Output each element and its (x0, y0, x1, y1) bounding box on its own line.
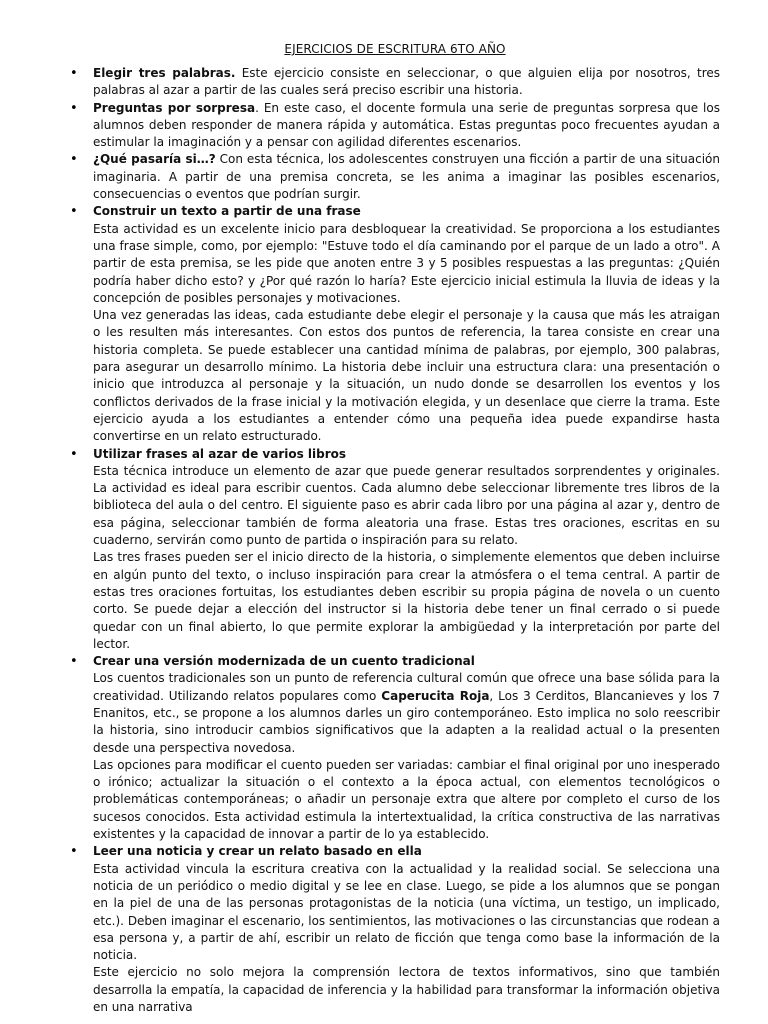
item-text: Los cuentos tradicionales son un punto de referencia cultural común que ofrece una base sólida para la creatividad. Utilizando relatos populares como (93, 671, 720, 703)
item-text: . En este caso, el docente formula una serie de preguntas sorpresa que los alumnos deben responder de manera rápida y automática. Estas preguntas poco frecuentes ayudan a estimular la imaginación y a pensar con agilidad diferentes escenarios. (93, 100, 720, 150)
item-paragraph: Esta actividad es un excelente inicio para desbloquear la creatividad. Se proporciona a los estudiantes una frase simple, como, por ejemplo: "Estuve todo el día caminando por el parque de un lado a otro". A partir de esta premisa, se les pide que anoten entre 3 y 5 posibles respuestas a las preguntas: ¿Quién podría haber dicho esto? y ¿Por qué razón lo haría? Este ejercicio inicial estimula la lluvia de ideas y la concepción de posibles personajes y motivaciones. (93, 221, 720, 305)
list-item (70, 843, 720, 1016)
item-heading: Preguntas por sorpresa (93, 100, 256, 115)
item-paragraph: Una vez generadas las ideas, cada estudiante debe elegir el personaje y la causa que más les atraigan o les resulten más interesantes. Con estos dos puntos de referencia, la tarea consiste en crear una historia completa. Se puede establecer una cantidad mínima de palabras, por ejemplo, 300 palabras, para asegurar un desarrollo mínimo. La historia debe incluir una estructura clara: una presentación o inicio que introduzca al personaje y la situación, un nudo donde se desarrollen los eventos y los conflictos derivados de la frase inicial y la motivación elegida, y un desenlace que cierre la trama. Este ejercicio ayuda a los estudiantes a entender cómo una pequeña idea puede expandirse hasta convertirse en un relato estructurado. (93, 308, 720, 444)
page-title: EJERCICIOS DE ESCRITURA 6TO AÑO (284, 42, 506, 56)
list-item (70, 446, 720, 654)
item-paragraph (93, 151, 720, 203)
list-item (70, 151, 720, 203)
item-paragraph: Las opciones para modificar el cuento pueden ser variadas: cambiar el final original por uno inesperado o irónico; actualizar la situación o el contexto a la época actual, con elementos tecnológicos o problemáticas contemporáneas; o añadir un personaje extra que altere por completo el curso de los sucesos conocidos. Esta actividad estimula la intertextualidad, la crítica constructiva de las narrativas existentes y la capacidad de innovar a partir de lo ya establecido. (93, 757, 720, 842)
list-item (70, 653, 720, 843)
item-heading: ¿Qué pasaría si…? (93, 152, 216, 167)
exercise-list (70, 65, 720, 1016)
item-paragraph (93, 100, 720, 152)
list-item (70, 100, 720, 152)
item-text: Este ejercicio consiste en seleccionar, o que alguien elija por nosotros, tres palabras al azar a partir de las cuales será preciso escribir una historia. (93, 66, 721, 98)
item-heading: Construir un texto a partir de una frase (93, 204, 361, 219)
item-heading-line (93, 446, 720, 463)
item-paragraph: Esta actividad vincula la escritura creativa con la actualidad y la realidad social. Se selecciona una noticia de un periódico o medio digital y se lee en clase. Luego, se pide a los alumnos que se pongan en la piel de una de las personas protagonistas de la noticia (una víctima, un testigo, un implicado, etc.). Deben imaginar el escenario, los sentimientos, las motivaciones o las circunstancias que rodean a esa persona y, a partir de ahí, escribir un relato de ficción que tenga como base la información de la noticia. (93, 861, 720, 963)
item-paragraph: Las tres frases pueden ser el inicio directo de la historia, o simplemente elementos que deben incluirse en algún punto del texto, o incluso inspiración para crear la atmósfera o el tema central. A partir de estas tres oraciones fortuitas, los estudiantes deben escribir su propia página de novela o un cuento corto. Se puede dejar a elección del instructor si la historia debe tener un final cerrado o si puede quedar con un final abierto, lo que permite explorar la ambigüedad y la interpretación por parte del lector. (93, 550, 720, 651)
list-item (70, 203, 720, 445)
item-paragraph (93, 65, 720, 100)
item-text: , Los 3 Cerditos, Blancanieves y los 7 Enanitos, etc., se propone a los alumnos darles un giro contemporáneo. Esto implica no solo reescribir la historia, sino introducir cambios significativos que la adapten a la realidad actual o la presenten desde una perspectiva novedosa. (93, 688, 721, 755)
item-heading: Elegir tres palabras. (93, 66, 236, 80)
item-heading: Leer una noticia y crear un relato basado en ella (93, 844, 422, 859)
story-title-bold: Caperucita Roja (381, 688, 490, 703)
item-heading-line (93, 653, 720, 670)
item-heading-line (93, 843, 720, 860)
item-heading: Utilizar frases al azar de varios libros (93, 446, 347, 461)
list-item (70, 65, 720, 100)
item-heading: Crear una versión modernizada de un cuento tradicional (93, 654, 475, 669)
item-heading-line (93, 203, 720, 220)
item-paragraph (93, 670, 720, 756)
item-paragraph: Esta técnica introduce un elemento de azar que puede generar resultados sorprendentes y originales. La actividad es ideal para escribir cuentos. Cada alumno debe seleccionar libremente tres libros de la biblioteca del aula o del centro. El siguiente paso es abrir cada libro por una página al azar y, dentro de esa página, seleccionar también de forma aleatoria una frase. Estas tres oraciones, escritas en su cuaderno, servirán como punto de partida o inspiración para su relato. (93, 463, 720, 548)
item-paragraph: Este ejercicio no solo mejora la comprensión lectora de textos informativos, sino que también desarrolla la empatía, la capacidad de inferencia y la habilidad para transformar la información objetiva en una narrativa (93, 965, 720, 1015)
item-text: Con esta técnica, los adolescentes construyen una ficción a partir de una situación imaginaria. A partir de una premisa concreta, se les anima a imaginar las posibles escenarios, consecuencias o eventos que podrían surgir. (93, 152, 720, 202)
